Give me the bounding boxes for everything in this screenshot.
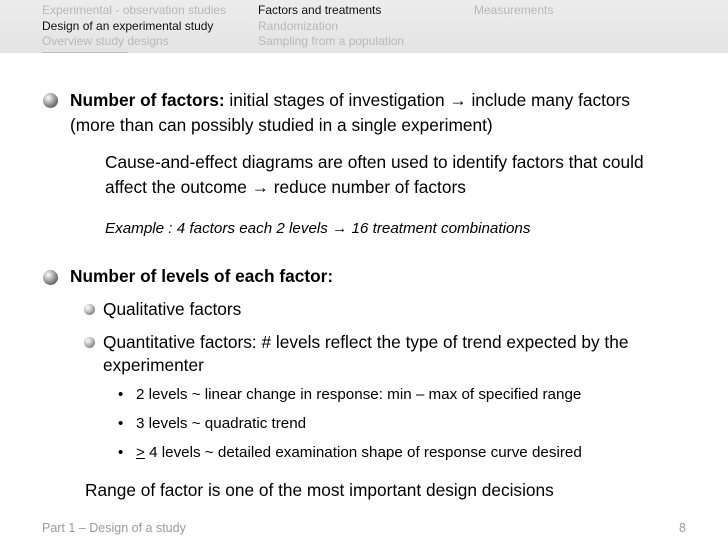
bullet-ball-icon bbox=[43, 93, 58, 108]
level-item-4-text: 4 levels ~ detailed examination shape of response curve desired bbox=[144, 444, 582, 461]
item-text: initial stages of investigation → include many factors bbox=[224, 90, 630, 110]
nav-link-design-experimental-study[interactable]: Design of an experimental study bbox=[42, 18, 214, 33]
item-heading: Number of factors: bbox=[70, 90, 225, 110]
closing-statement: Range of factor is one of the most important design decisions bbox=[85, 480, 554, 500]
sub-item-quantitative-line2: experimenter bbox=[103, 355, 204, 375]
nav-progress-rule bbox=[42, 52, 128, 53]
sub-item-quantitative-line1: Quantitative factors: # levels reflect the type of trend expected by the bbox=[103, 332, 629, 352]
nav-link-overview-designs[interactable]: Overview study designs bbox=[42, 34, 169, 48]
example-text: Example : 4 factors each 2 levels → 16 treatment combinations bbox=[105, 220, 531, 237]
header-bar bbox=[0, 0, 728, 53]
sub-item-qualitative: Qualitative factors bbox=[103, 299, 242, 319]
nav-section-1 bbox=[42, 3, 226, 50]
item-number-of-factors bbox=[70, 88, 630, 113]
level-item-2: 2 levels ~ linear change in response: min – max of specified range bbox=[136, 386, 582, 403]
bullet-dot-icon: • bbox=[118, 444, 124, 461]
level-item-3: 3 levels ~ quadratic trend bbox=[136, 415, 307, 432]
bullet-dot-icon: • bbox=[118, 415, 124, 432]
sub-bullet-ball-icon bbox=[84, 337, 95, 348]
item-text-line2: (more than can possibly studied in a single experiment) bbox=[70, 115, 493, 135]
item-heading: Number of levels of each factor: bbox=[70, 266, 334, 286]
item-number-of-levels bbox=[70, 264, 333, 289]
sub-text-line2: affect the outcome → reduce number of factors bbox=[105, 177, 466, 197]
footer-section-title: Part 1 – Design of a study bbox=[42, 521, 186, 535]
bullet-ball-icon bbox=[43, 270, 58, 285]
nav-link-randomization[interactable]: Randomization bbox=[258, 18, 339, 33]
geq-symbol: > bbox=[136, 444, 145, 461]
bullet-dot-icon: • bbox=[118, 386, 124, 403]
nav-link-measurements[interactable]: Measurements bbox=[474, 3, 554, 17]
nav-link-experimental-observation[interactable]: Experimental - observation studies bbox=[42, 3, 227, 17]
page-number: 8 bbox=[679, 521, 686, 535]
nav-section-3 bbox=[474, 3, 553, 19]
nav-section-2 bbox=[258, 3, 404, 50]
sub-bullet-ball-icon bbox=[84, 304, 95, 315]
nav-link-factors-treatments[interactable]: Factors and treatments bbox=[258, 3, 382, 17]
level-item-4 bbox=[136, 443, 582, 463]
nav-link-sampling[interactable]: Sampling from a population bbox=[258, 34, 405, 48]
sub-text-line1: Cause-and-effect diagrams are often used to identify factors that could bbox=[105, 152, 644, 172]
